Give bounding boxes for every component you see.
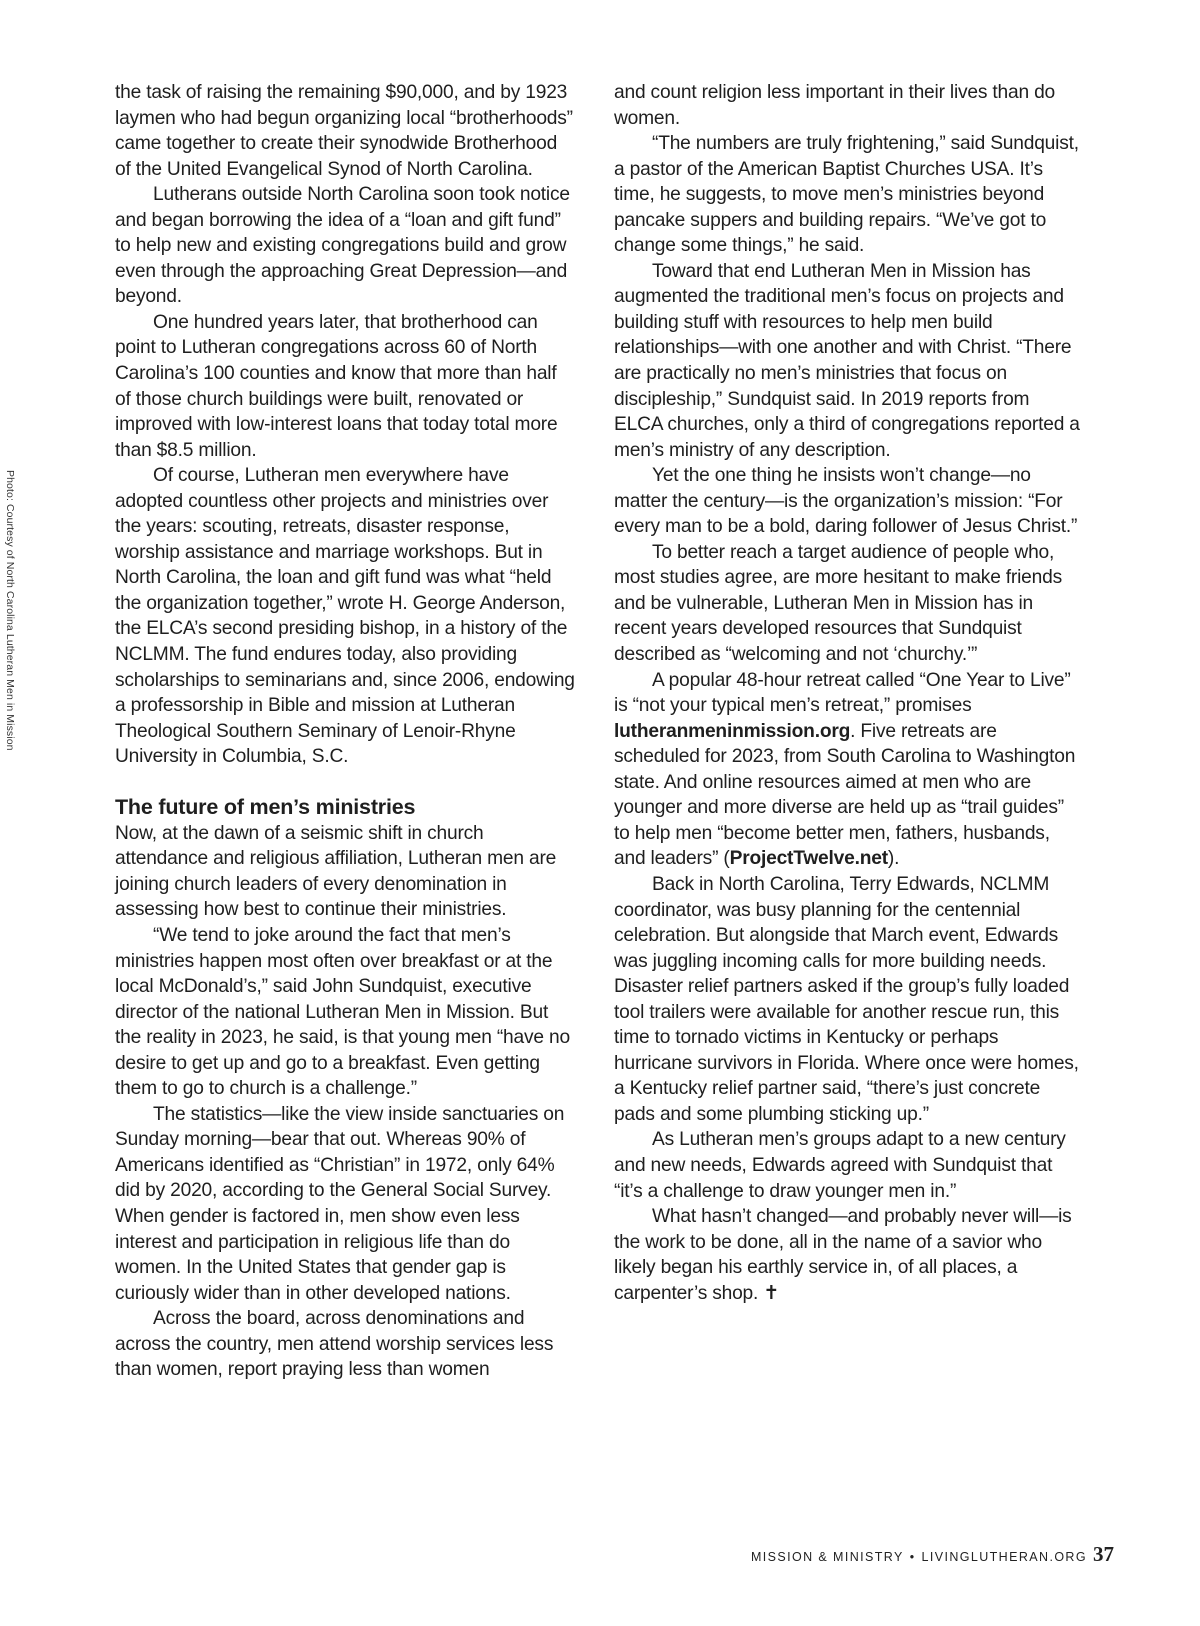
paragraph: the task of raising the remaining $90,000, and by 1923 laymen who had begun organizing local “brotherhoods” came together to create their synodwide Brotherhood of the United Evangelical Synod of North Carolina. [115, 82, 573, 180]
text-span: What hasn’t changed—and probably never will—is the work to be done, all in the name of a savior who likely began his earthly service in, of all places, a carpenter’s shop. [614, 1206, 1072, 1304]
page-number: 37 [1093, 1542, 1114, 1566]
footer-site: LIVINGLUTHERAN.ORG [921, 1550, 1087, 1564]
section-heading: The future of men’s ministries [115, 794, 416, 819]
website-link[interactable]: ProjectTwelve.net [729, 848, 888, 870]
paragraph: One hundred years later, that brotherhood can point to Lutheran congregations across 60 of North Carolina’s 100 counties and know that more than half of those church buildings were built, renovated or improved with low-interest loans that today total more than $8.5 million. [115, 311, 558, 461]
paragraph: To better reach a target audience of people who, most studies agree, are more hesitant to make friends and be vulnerable, Lutheran Men in Mission has in recent years developed resources that Sundquist described as “welcoming and not ‘churchy.’” [614, 541, 1062, 666]
text-span: A popular 48-hour retreat called “One Year to Live” is “not your typical men’s retreat,” promises [614, 669, 1071, 717]
text-span: . Five retreats are scheduled for 2023, from South Carolina to Washington state. And online resources aimed at men who are younger and more diverse are held up as “trail guides” to help men “become better men, fathers, husbands, and leaders” ( [614, 720, 1076, 870]
cross-end-mark-icon: ✝ [763, 1282, 780, 1304]
paragraph [614, 668, 1080, 872]
paragraph: Toward that end Lutheran Men in Mission has augmented the traditional men’s focus on projects and building stuff with resources to help men build relationships—with one another and with Christ. “There are practically no men’s ministries that focus on discipleship,” Sundquist said. In 2019 reports from ELCA churches, only a third of congregations reported a men’s ministry of any description. [614, 260, 1080, 461]
footer-section: MISSION & MINISTRY [750, 1550, 904, 1564]
paragraph: “The numbers are truly frightening,” said Sundquist, a pastor of the American Baptist Churches USA. It’s time, he suggests, to move men’s ministries beyond pancake suppers and building repairs. “We’ve got to change some things,” he said. [614, 133, 1079, 257]
right-column [614, 80, 1080, 1306]
paragraph: Lutherans outside North Carolina soon took notice and began borrowing the idea of a “loan and gift fund” to help new and existing congregations build and grow even through the approaching Great Depression—and beyond. [115, 184, 570, 308]
website-link[interactable]: lutheranmeninmission.org [614, 720, 851, 742]
text-span: ). [887, 848, 900, 870]
paragraph: Now, at the dawn of a seismic shift in church attendance and religious affiliation, Lutheran men are joining church leaders of every denomination in assessing how best to continue their ministries. [115, 822, 557, 921]
paragraph: As Lutheran men’s groups adapt to a new century and new needs, Edwards agreed with Sundquist that “it’s a challenge to draw younger men in.” [614, 1129, 1066, 1202]
paragraph: Of course, Lutheran men everywhere have adopted countless other projects and ministries over the years: scouting, retreats, disaster response, worship assistance and marriage workshops. But in North Carolina, the loan and gift fund was what “held the organization together,” wrote H. George Anderson, the ELCA’s second presiding bishop, in a history of the NCLMM. The fund endures today, also providing scholarships to seminarians and, since 2006, endowing a professorship in Bible and mission at Lutheran Theological Southern Seminary of Lenoir-Rhyne University in Columbia, S.C. [115, 465, 575, 768]
page-footer [751, 1542, 1114, 1567]
left-column [115, 80, 575, 1383]
paragraph: Across the board, across denominations and across the country, men attend worship services less than women, report praying less than women [115, 1308, 554, 1381]
paragraph: and count religion less important in their lives than do women. [614, 82, 1056, 129]
photo-credit: Photo: Courtesy of North Carolina Lutheran Men in Mission [4, 470, 16, 751]
paragraph: Yet the one thing he insists won’t change—no matter the century—is the organization’s mission: “For every man to be a bold, daring follower of Jesus Christ.” [614, 465, 1078, 538]
paragraph [614, 1204, 1080, 1306]
paragraph: The statistics—like the view inside sanctuaries on Sunday morning—bear that out. Whereas 90% of Americans identified as “Christian” in 1972, only 64% did by 2020, according to the General Social Survey. When gender is factored in, men show even less interest and participation in religious life than do women. In the United States that gender gap is curiously wider than in other developed nations. [115, 1103, 565, 1304]
paragraph: Back in North Carolina, Terry Edwards, NCLMM coordinator, was busy planning for the centennial celebration. But alongside that March event, Edwards was juggling incoming calls for more building needs. Disaster relief partners asked if the group’s fully loaded tool trailers were available for another rescue run, this time to tornado victims in Kentucky or perhaps hurricane survivors in Florida. Where once were homes, a Kentucky relief partner said, “there’s just concrete pads and some plumbing sticking up.” [614, 873, 1079, 1125]
footer-separator: • [909, 1550, 916, 1564]
paragraph: “We tend to joke around the fact that men’s ministries happen most often over breakfast or at the local McDonald’s,” said John Sundquist, executive director of the national Lutheran Men in Mission. But the reality in 2023, he said, is that young men “have no desire to get up and go to a breakfast. Even getting them to go to church is a challenge.” [115, 924, 570, 1100]
